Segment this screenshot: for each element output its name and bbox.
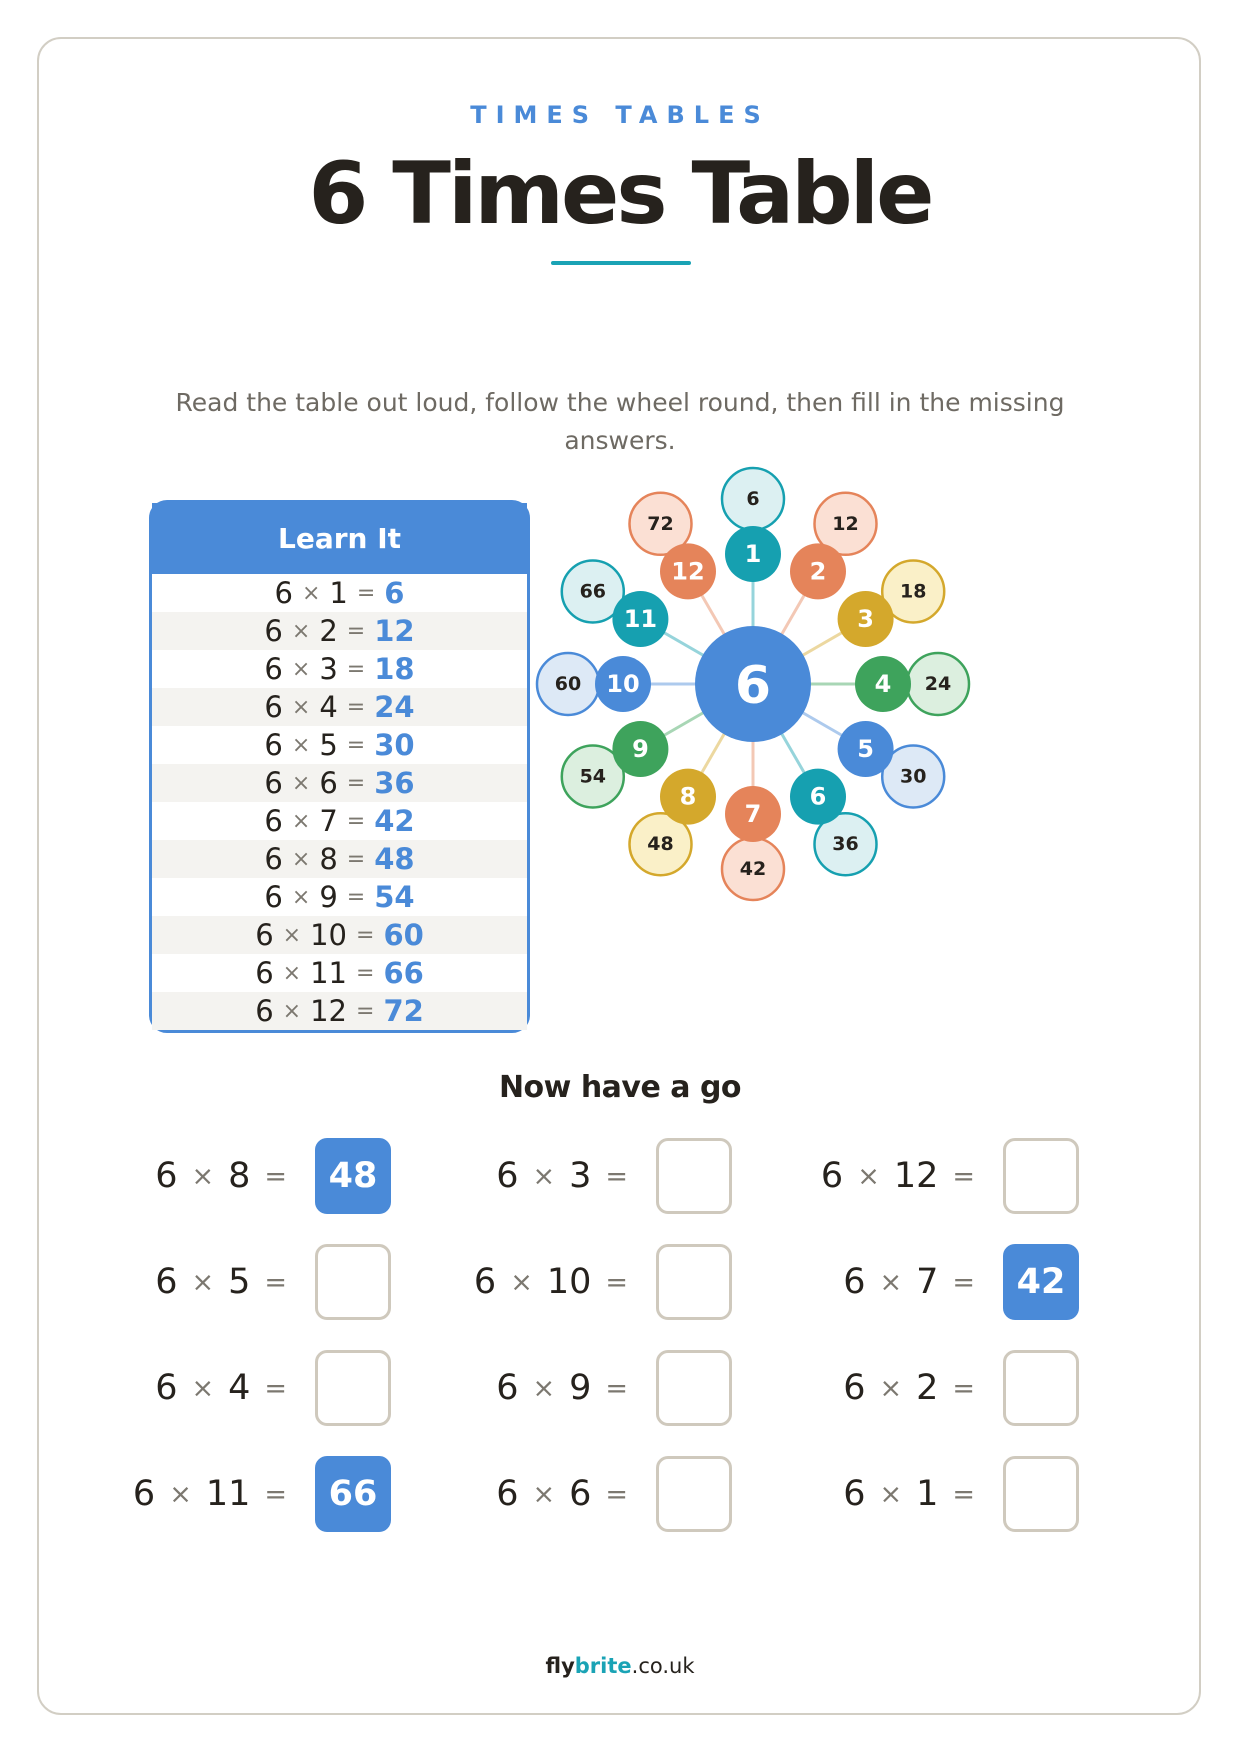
practice-question <box>155 1138 391 1214</box>
learn-factor-a: 6 <box>264 804 283 838</box>
wheel-product-label: 48 <box>647 833 674 856</box>
question-factor-a: 6 <box>155 1368 178 1408</box>
learn-row <box>152 992 527 1030</box>
page-title: 6 Times Table <box>308 144 932 244</box>
learn-answer: 42 <box>374 804 415 838</box>
learn-answer: 36 <box>374 766 415 800</box>
wheel-multiplier-bubble <box>790 769 846 825</box>
wheel-product-label: 72 <box>647 512 674 535</box>
wheel-product-label: 24 <box>924 673 952 695</box>
wheel-multiplier-label: 6 <box>809 782 827 811</box>
equals-sign: = <box>346 732 366 758</box>
question-factor-b: 10 <box>546 1262 592 1302</box>
answer-box-filled[interactable]: 42 <box>1003 1244 1079 1320</box>
learn-factor-a: 6 <box>274 576 293 610</box>
answer-box-empty[interactable] <box>1003 1350 1079 1426</box>
wheel-multiplier-bubble <box>838 591 894 647</box>
footer-brand <box>0 1654 1240 1678</box>
equals-sign: = <box>346 618 366 644</box>
question-factor-b: 3 <box>569 1156 592 1196</box>
practice-question <box>155 1244 391 1320</box>
wheel-multiplier-label: 11 <box>623 605 658 633</box>
learn-answer: 72 <box>383 994 424 1028</box>
wheel-multiplier-bubble <box>660 543 716 599</box>
question-factor-b: 4 <box>228 1368 251 1408</box>
learn-factor-a: 6 <box>255 994 274 1028</box>
wheel-multiplier-bubble <box>660 769 716 825</box>
practice-question <box>843 1350 1079 1426</box>
times-sign: × <box>191 1266 215 1298</box>
question-factor-a: 6 <box>155 1262 178 1302</box>
times-wheel <box>554 488 1100 1020</box>
question-factor-b: 9 <box>569 1368 592 1408</box>
learn-it-table <box>149 500 530 1033</box>
times-sign: × <box>301 580 321 606</box>
learn-answer: 66 <box>383 956 424 990</box>
wheel-product-bubble <box>907 653 969 715</box>
wheel-product-label: 12 <box>832 512 859 535</box>
learn-factor-b: 6 <box>319 766 338 800</box>
answer-box-filled[interactable]: 66 <box>315 1456 391 1532</box>
wheel-multiplier-label: 8 <box>679 782 697 811</box>
learn-row <box>152 878 527 916</box>
question-factor-b: 5 <box>228 1262 251 1302</box>
learn-factor-a: 6 <box>264 842 283 876</box>
equals-sign: = <box>346 846 366 872</box>
wheel-multiplier-label: 12 <box>671 557 705 586</box>
question-factor-a: 6 <box>496 1368 519 1408</box>
practice-question <box>155 1350 391 1426</box>
times-sign: × <box>291 694 311 720</box>
learn-answer: 18 <box>374 652 415 686</box>
wheel-product-label: 54 <box>579 765 607 788</box>
practice-title: Now have a go <box>498 1070 742 1105</box>
times-sign: × <box>291 732 311 758</box>
question-factor-b: 2 <box>916 1368 939 1408</box>
times-sign: × <box>191 1372 215 1404</box>
equals-sign: = <box>952 1266 975 1298</box>
question-factor-a: 6 <box>843 1262 866 1302</box>
wheel-multiplier-bubble <box>612 591 668 647</box>
equals-sign: = <box>264 1372 287 1404</box>
wheel-multiplier-bubble <box>612 721 668 777</box>
answer-box-empty[interactable] <box>315 1244 391 1320</box>
times-sign: × <box>291 846 311 872</box>
wheel-multiplier-label: 7 <box>744 800 762 828</box>
times-sign: × <box>291 656 311 682</box>
wheel-multiplier-label: 10 <box>606 670 640 698</box>
question-factor-a: 6 <box>155 1156 178 1196</box>
equals-sign: = <box>605 1266 628 1298</box>
wheel-multiplier-bubble <box>725 786 781 842</box>
wheel-center-label: 6 <box>734 656 772 716</box>
times-sign: × <box>282 998 302 1024</box>
wheel-multiplier-label: 1 <box>744 540 762 568</box>
times-sign: × <box>879 1266 903 1298</box>
equals-sign: = <box>605 1160 628 1192</box>
times-sign: × <box>169 1478 192 1510</box>
learn-row <box>152 612 527 650</box>
equals-sign: = <box>356 960 375 986</box>
times-sign: × <box>291 808 311 834</box>
question-factor-b: 8 <box>228 1156 251 1196</box>
learn-row <box>152 954 527 992</box>
question-factor-a: 6 <box>843 1368 866 1408</box>
equals-sign: = <box>356 922 375 948</box>
equals-sign: = <box>264 1266 287 1298</box>
question-factor-b: 12 <box>893 1156 939 1196</box>
learn-row <box>152 802 527 840</box>
learn-factor-b: 4 <box>319 690 338 724</box>
equals-sign: = <box>346 694 366 720</box>
times-sign: × <box>291 770 311 796</box>
answer-box-filled[interactable]: 48 <box>315 1138 391 1214</box>
learn-answer: 24 <box>374 690 415 724</box>
wheel-product-label: 60 <box>554 673 582 695</box>
practice-question <box>496 1350 732 1426</box>
equals-sign: = <box>346 656 366 682</box>
question-factor-a: 6 <box>473 1262 497 1302</box>
learn-factor-a: 6 <box>255 956 274 990</box>
equals-sign: = <box>952 1372 975 1404</box>
wheel-multiplier-bubble <box>838 721 894 777</box>
practice-question <box>843 1244 1079 1320</box>
wheel-product-label: 36 <box>832 833 859 856</box>
learn-factor-a: 6 <box>264 880 283 914</box>
wheel-multiplier-bubble <box>855 656 911 712</box>
question-factor-a: 6 <box>132 1474 156 1514</box>
times-sign: × <box>532 1478 556 1510</box>
learn-factor-b: 3 <box>319 652 338 686</box>
practice-question <box>496 1138 732 1214</box>
equals-sign: = <box>346 808 366 834</box>
times-sign: × <box>191 1160 215 1192</box>
wheel-product-label: 6 <box>746 488 760 510</box>
times-sign: × <box>879 1478 903 1510</box>
wheel-multiplier-label: 9 <box>632 735 649 763</box>
title-underline <box>551 261 691 265</box>
times-sign: × <box>857 1160 880 1192</box>
footer-brand-brite: brite <box>574 1654 632 1678</box>
learn-row <box>152 574 527 612</box>
wheel-multiplier-bubble <box>790 543 846 599</box>
times-sign: × <box>291 618 311 644</box>
wheel-multiplier-bubble <box>595 656 651 712</box>
learn-factor-a: 6 <box>264 728 283 762</box>
learn-it-title: Learn It <box>152 503 527 574</box>
wheel-product-bubble <box>537 653 599 715</box>
wheel-multiplier-label: 2 <box>809 557 827 586</box>
answer-box-empty[interactable] <box>315 1350 391 1426</box>
practice-question <box>843 1456 1079 1532</box>
answer-box-empty[interactable] <box>1003 1138 1079 1214</box>
learn-factor-b: 9 <box>319 880 338 914</box>
learn-row <box>152 840 527 878</box>
times-sign: × <box>282 922 302 948</box>
eyebrow-label: TIMES TABLES <box>470 101 770 129</box>
answer-box-empty[interactable] <box>656 1350 732 1426</box>
question-factor-a: 6 <box>496 1474 519 1514</box>
learn-it-rows <box>152 574 527 1030</box>
question-factor-b: 11 <box>205 1474 251 1514</box>
equals-sign: = <box>605 1372 628 1404</box>
learn-factor-a: 6 <box>264 652 283 686</box>
practice-question <box>133 1456 391 1532</box>
times-sign: × <box>291 884 311 910</box>
practice-question <box>821 1138 1079 1214</box>
equals-sign: = <box>264 1478 287 1510</box>
question-factor-a: 6 <box>496 1156 519 1196</box>
question-factor-b: 6 <box>569 1474 592 1514</box>
question-factor-a: 6 <box>820 1156 844 1196</box>
learn-answer: 6 <box>384 576 405 610</box>
times-sign: × <box>879 1372 903 1404</box>
wheel-product-bubble <box>722 468 784 530</box>
wheel-multiplier-label: 5 <box>857 735 874 763</box>
practice-question <box>474 1244 732 1320</box>
times-sign: × <box>532 1372 556 1404</box>
learn-factor-b: 8 <box>319 842 338 876</box>
question-factor-b: 7 <box>916 1262 939 1302</box>
wheel-multiplier-label: 3 <box>857 605 874 633</box>
equals-sign: = <box>952 1478 975 1510</box>
learn-factor-b: 10 <box>310 918 347 952</box>
answer-box-empty[interactable] <box>656 1244 732 1320</box>
answer-box-empty[interactable] <box>656 1138 732 1214</box>
wheel-multiplier-bubble <box>725 526 781 582</box>
intro-text: Read the table out loud, follow the wheel round, then fill in the missing answers. <box>175 388 1065 455</box>
question-factor-a: 6 <box>843 1474 866 1514</box>
learn-row <box>152 650 527 688</box>
times-sign: × <box>532 1160 556 1192</box>
equals-sign: = <box>346 884 366 910</box>
equals-sign: = <box>264 1160 287 1192</box>
wheel-multiplier-label: 4 <box>874 670 892 698</box>
learn-row <box>152 726 527 764</box>
wheel-center <box>695 626 811 742</box>
learn-answer: 54 <box>374 880 415 914</box>
learn-factor-a: 6 <box>264 614 283 648</box>
equals-sign: = <box>356 580 376 606</box>
answer-box-empty[interactable] <box>1003 1456 1079 1532</box>
equals-sign: = <box>605 1478 628 1510</box>
times-sign: × <box>282 960 302 986</box>
learn-factor-b: 5 <box>319 728 338 762</box>
answer-box-empty[interactable] <box>656 1456 732 1532</box>
learn-factor-a: 6 <box>255 918 274 952</box>
learn-factor-b: 1 <box>329 576 348 610</box>
footer-brand-domain: .co.uk <box>631 1654 695 1678</box>
learn-answer: 48 <box>374 842 415 876</box>
learn-factor-a: 6 <box>264 766 283 800</box>
equals-sign: = <box>346 770 366 796</box>
equals-sign: = <box>952 1160 975 1192</box>
wheel-product-label: 66 <box>579 580 607 603</box>
learn-factor-b: 11 <box>310 956 347 990</box>
wheel-product-label: 30 <box>899 765 927 788</box>
wheel-product-label: 18 <box>899 580 927 603</box>
practice-question <box>496 1456 732 1532</box>
learn-answer: 12 <box>374 614 415 648</box>
learn-row <box>152 764 527 802</box>
learn-factor-b: 7 <box>319 804 338 838</box>
learn-factor-a: 6 <box>264 690 283 724</box>
times-sign: × <box>510 1266 533 1298</box>
learn-row <box>152 916 527 954</box>
learn-factor-b: 2 <box>319 614 338 648</box>
learn-row <box>152 688 527 726</box>
equals-sign: = <box>356 998 375 1024</box>
learn-answer: 30 <box>374 728 415 762</box>
learn-factor-b: 12 <box>310 994 347 1028</box>
wheel-product-label: 42 <box>739 858 767 880</box>
learn-answer: 60 <box>383 918 424 952</box>
footer-brand-fly: fly <box>545 1654 575 1678</box>
wheel-product-bubble <box>722 838 784 900</box>
question-factor-b: 1 <box>916 1474 939 1514</box>
